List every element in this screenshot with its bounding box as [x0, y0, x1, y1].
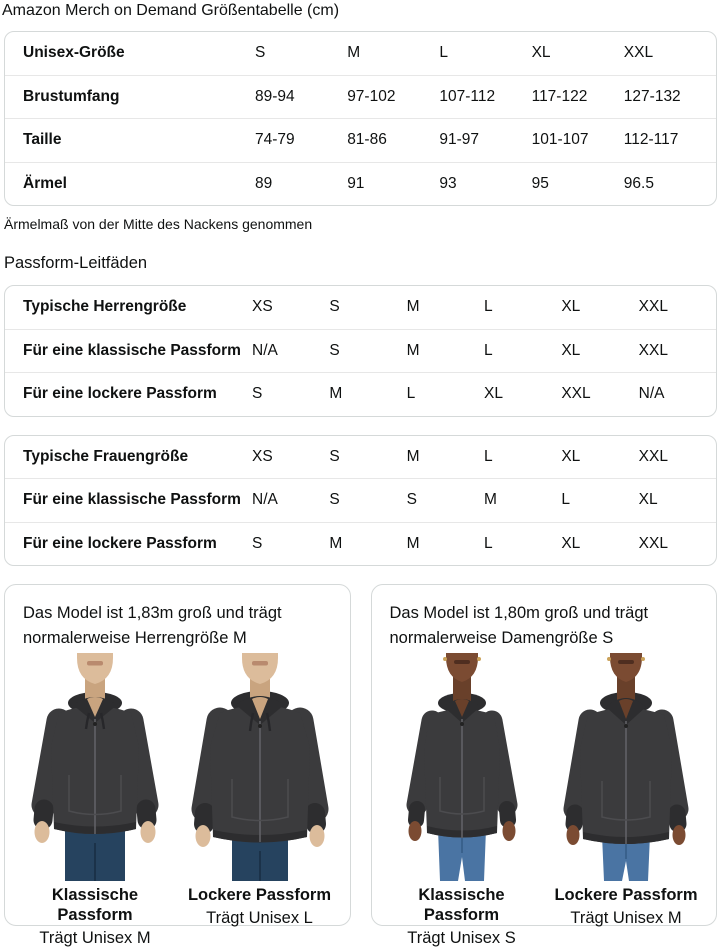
unisex-size-table — [4, 31, 717, 206]
table-cell: 112-117 — [623, 131, 679, 149]
table-cell: XL — [484, 385, 503, 403]
table-row — [5, 522, 716, 566]
row-label: Taille — [23, 131, 62, 149]
table-cell: S — [329, 491, 340, 509]
fit-size-label: Trägt Unisex M — [570, 909, 682, 927]
model-description: Das Model ist 1,80m groß und trägt normalerweise Damengröße S — [389, 604, 649, 647]
table-cell: L — [561, 491, 570, 509]
table-cell: N/A — [252, 491, 278, 509]
table-cell: 74-79 — [255, 131, 295, 149]
size-chart-page — [2, 0, 717, 947]
table-cell: 93 — [439, 174, 457, 192]
row-label: Typische Frauengröße — [23, 447, 189, 465]
row-label: Brustumfang — [23, 87, 120, 105]
classic-fit-column — [386, 653, 538, 948]
table-row — [5, 436, 716, 479]
photo-row — [19, 653, 336, 948]
table-cell: XL — [531, 44, 551, 62]
table-row — [5, 118, 716, 162]
table-cell: 117-122 — [531, 87, 588, 105]
table-cell: 89 — [255, 174, 273, 192]
table-cell: XXL — [561, 385, 591, 403]
table-cell: M — [406, 298, 420, 316]
row-label: Für eine lockere Passform — [23, 534, 217, 552]
table-cell: S — [329, 298, 340, 316]
page-title: Amazon Merch on Demand Größentabelle (cm) — [2, 2, 340, 19]
table-cell: L — [484, 341, 493, 359]
table-cell: 97-102 — [347, 87, 396, 105]
model-photo-male-classic-fit — [25, 653, 165, 881]
fit-label: Klassische Passform — [418, 886, 505, 924]
table-cell: 95 — [531, 174, 549, 192]
row-label: Für eine klassische Passform — [23, 491, 241, 509]
table-cell: S — [252, 385, 263, 403]
loose-fit-column — [550, 653, 702, 948]
table-cell: 89-94 — [255, 87, 295, 105]
model-description: Das Model ist 1,83m groß und trägt normalerweise Herrengröße M — [23, 604, 282, 647]
table-cell: 91 — [347, 174, 365, 192]
table-cell: XXL — [638, 534, 668, 552]
table-cell: 107-112 — [439, 87, 496, 105]
row-label: Für eine klassische Passform — [23, 341, 241, 359]
photo-row — [386, 653, 703, 948]
fit-guides-heading: Passform-Leitfäden — [4, 254, 148, 272]
loose-fit-column — [184, 653, 336, 948]
table-cell: XXL — [638, 447, 668, 465]
table-cell: M — [406, 534, 420, 552]
row-label: Für eine lockere Passform — [23, 385, 217, 403]
table-cell: L — [484, 447, 493, 465]
male-model-card — [4, 584, 351, 947]
table-cell: S — [329, 447, 340, 465]
table-cell: M — [329, 385, 343, 403]
table-cell: XXL — [638, 341, 668, 359]
row-label: Unisex-Größe — [23, 44, 125, 62]
table-row — [5, 372, 716, 416]
model-cards-row — [4, 584, 717, 947]
table-cell: XS — [252, 298, 273, 316]
model-photo-male-loose-fit — [190, 653, 330, 881]
fit-size-label: Trägt Unisex L — [206, 909, 313, 927]
table-row — [5, 32, 716, 75]
table-cell: XXL — [623, 44, 654, 62]
men-fit-table — [4, 285, 717, 417]
model-photo-female-loose-fit — [556, 653, 696, 881]
table-cell: S — [255, 44, 266, 62]
fit-size-label: Trägt Unisex S — [407, 929, 516, 947]
table-cell: XXL — [638, 298, 668, 316]
table-cell: XL — [561, 298, 581, 316]
table-cell: M — [329, 534, 343, 552]
female-model-card — [371, 584, 718, 947]
table-cell: L — [406, 385, 416, 403]
model-photo-female-classic-fit — [392, 653, 532, 881]
table-cell: XL — [561, 534, 581, 552]
table-cell: M — [484, 491, 497, 509]
table-cell: N/A — [638, 385, 665, 403]
fit-label: Lockere Passform — [554, 886, 698, 904]
row-label: Ärmel — [23, 174, 67, 192]
table-cell: N/A — [252, 341, 278, 359]
sleeve-measure-note: Ärmelmaß von der Mitte des Nackens genommen — [4, 216, 313, 232]
table-cell: XL — [561, 341, 581, 359]
table-cell: 101-107 — [531, 131, 589, 149]
table-cell: 127-132 — [623, 87, 681, 105]
table-cell: S — [252, 534, 263, 552]
table-cell: L — [484, 298, 493, 316]
table-row — [5, 329, 716, 373]
fit-label: Lockere Passform — [187, 886, 332, 904]
table-row — [5, 478, 716, 522]
table-cell: M — [406, 447, 420, 465]
fit-size-label: Trägt Unisex M — [39, 929, 151, 947]
row-label: Typische Herrengröße — [23, 298, 187, 316]
table-cell: M — [406, 341, 420, 359]
table-cell: L — [484, 534, 493, 552]
table-cell: XL — [638, 491, 658, 509]
table-cell: 81-86 — [347, 131, 387, 149]
table-cell: XL — [561, 447, 581, 465]
women-fit-table — [4, 435, 717, 567]
table-cell: 96.5 — [623, 174, 654, 192]
fit-label: Klassische Passform — [51, 886, 139, 924]
table-cell: XS — [252, 447, 273, 465]
table-row — [5, 75, 716, 119]
classic-fit-column — [19, 653, 171, 948]
table-cell: L — [439, 44, 449, 62]
table-cell: M — [347, 44, 361, 62]
table-row — [5, 162, 716, 206]
table-cell: S — [406, 491, 417, 509]
table-cell: S — [329, 341, 340, 359]
table-cell: 91-97 — [439, 131, 480, 149]
table-row — [5, 286, 716, 329]
